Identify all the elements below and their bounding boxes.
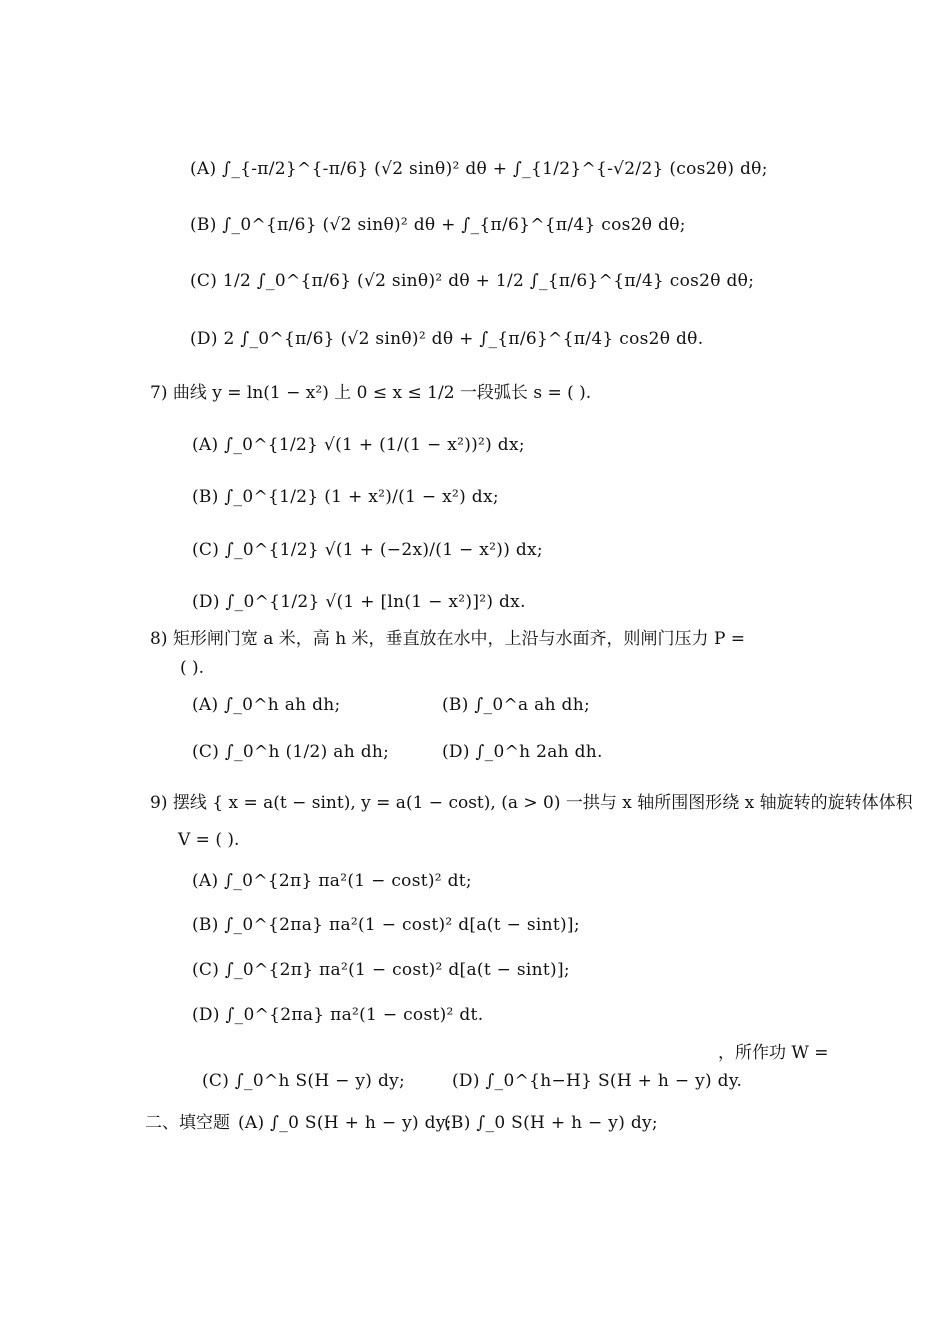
q8-option-a: (A) ∫_0^h ah dh; [192, 695, 341, 715]
q6-option-c: (C) 1/2 ∫_0^{π/6} (√2 sinθ)² dθ + 1/2 ∫_{π/6}^{π/4} cos2θ dθ; [190, 271, 755, 291]
q7-option-a: (A) ∫_0^{1/2} √(1 + (1/(1 − x²))²) dx; [192, 435, 525, 455]
q9-option-a: (A) ∫_0^{2π} πa²(1 − cost)² dt; [192, 871, 472, 891]
work-option-b: (B) ∫_0 S(H + h − y) dy; [444, 1113, 658, 1133]
q7-stem: 7) 曲线 y = ln(1 − x²) 上 0 ≤ x ≤ 1/2 一段弧长 s = ( ). [150, 383, 592, 403]
q9-option-b: (B) ∫_0^{2πa} πa²(1 − cost)² d[a(t − sint)]; [192, 915, 580, 935]
q6-option-d: (D) 2 ∫_0^{π/6} (√2 sinθ)² dθ + ∫_{π/6}^{π/4} cos2θ dθ. [190, 329, 704, 349]
q7-option-d: (D) ∫_0^{1/2} √(1 + [ln(1 − x²)]²) dx. [192, 592, 526, 612]
work-option-d: (D) ∫_0^{h−H} S(H + h − y) dy. [452, 1071, 743, 1091]
q9-option-d: (D) ∫_0^{2πa} πa²(1 − cost)² dt. [192, 1005, 484, 1025]
q9-option-c: (C) ∫_0^{2π} πa²(1 − cost)² d[a(t − sint)]; [192, 960, 570, 980]
q9-stem-blank: V = ( ). [178, 830, 240, 850]
work-option-a: (A) ∫_0 S(H + h − y) dy; [238, 1113, 452, 1133]
q6-option-b: (B) ∫_0^{π/6} (√2 sinθ)² dθ + ∫_{π/6}^{π/4} cos2θ dθ; [190, 215, 686, 235]
q8-option-c: (C) ∫_0^h (1/2) ah dh; [192, 742, 390, 762]
section-title: 二、填空题 [145, 1113, 230, 1133]
q7-option-c: (C) ∫_0^{1/2} √(1 + (−2x)/(1 − x²)) dx; [192, 540, 543, 560]
q8-option-d: (D) ∫_0^h 2ah dh. [442, 742, 603, 762]
work-question-tail: ，所作功 W = [718, 1043, 829, 1063]
q8-option-b: (B) ∫_0^a ah dh; [442, 695, 590, 715]
q9-stem: 9) 摆线 { x = a(t − sint), y = a(1 − cost), (a > 0) 一拱与 x 轴所围图形绕 x 轴旋转的旋转体体积 [150, 793, 913, 813]
q8-stem: 8) 矩形闸门宽 a 米，高 h 米，垂直放在水中，上沿与水面齐，则闸门压力 P = [150, 629, 746, 649]
q6-option-a: (A) ∫_{-π/2}^{-π/6} (√2 sinθ)² dθ + ∫_{1/2}^{-√2/2} (cos2θ) dθ; [190, 159, 768, 179]
work-option-c: (C) ∫_0^h S(H − y) dy; [202, 1071, 406, 1091]
q8-stem-blank: ( ). [180, 658, 205, 678]
q7-option-b: (B) ∫_0^{1/2} (1 + x²)/(1 − x²) dx; [192, 487, 499, 507]
